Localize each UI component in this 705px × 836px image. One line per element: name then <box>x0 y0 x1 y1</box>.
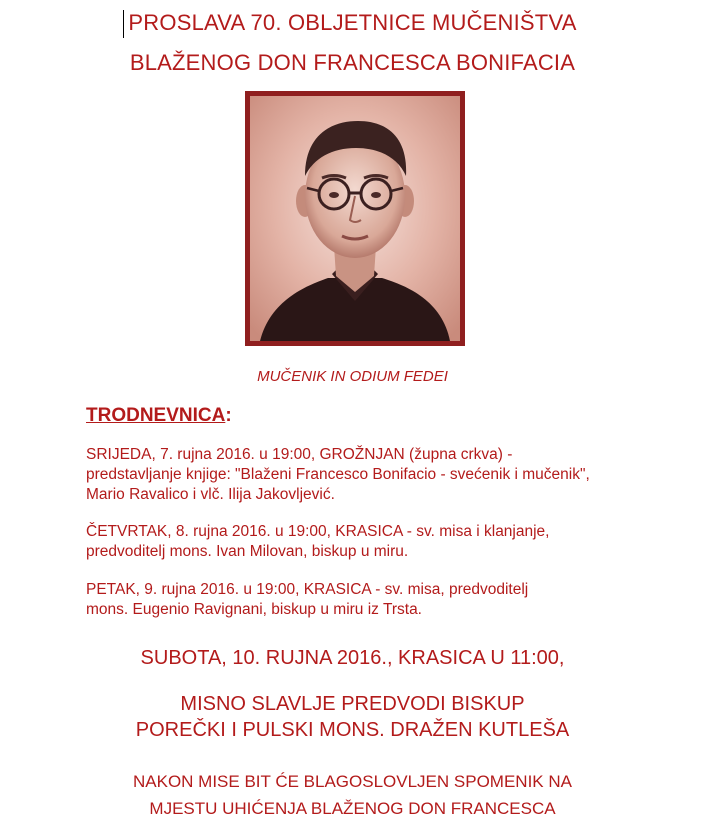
title-line-1: PROSLAVA 70. OBLJETNICE MUČENIŠTVA <box>128 10 577 35</box>
entry-line: mons. Eugenio Ravignani, biskup u miru iz Trsta. <box>86 601 422 618</box>
portrait-caption: MUČENIK IN ODIUM FEDEI <box>257 368 448 385</box>
triduum-heading-colon: : <box>225 405 232 426</box>
entry-line: predstavljanje knjige: "Blaženi Francesco Bonifacio - svećenik i mučenik", <box>86 466 590 483</box>
text-cursor <box>123 10 124 38</box>
entry-line: PETAK, 9. rujna 2016. u 19:00, KRASICA - sv. misa, predvoditelj <box>86 581 529 598</box>
portrait-frame <box>245 91 465 346</box>
entry-line: Mario Ravalico i vlč. Ilija Jakovljević. <box>86 486 335 503</box>
title-line-2: BLAŽENOG DON FRANCESCA BONIFACIA <box>129 50 576 75</box>
mass-line-1: MISNO SLAVLJE PREDVODI BISKUP <box>180 693 525 715</box>
entry-line: SRIJEDA, 7. rujna 2016. u 19:00, GROŽNJAN (župna crkva) - <box>86 446 513 463</box>
priest-portrait-photo <box>250 96 460 341</box>
entry-line: predvoditelj mons. Ivan Milovan, biskup u miru. <box>86 543 409 560</box>
saturday-announcement: SUBOTA, 10. RUJNA 2016., KRASICA U 11:00, <box>140 647 565 669</box>
triduum-heading <box>86 405 232 427</box>
blessing-line-2: MJESTU UHIĆENJA BLAŽENOG DON FRANCESCA <box>149 799 556 818</box>
triduum-heading-text: TRODNEVNICA <box>86 405 226 426</box>
blessing-line-1: NAKON MISE BIT ĆE BLAGOSLOVLJEN SPOMENIK NA <box>133 772 572 791</box>
mass-line-2: POREČKI I PULSKI MONS. DRAŽEN KUTLEŠA <box>135 719 570 741</box>
triduum-entry-thursday <box>86 522 666 562</box>
entry-line: ČETVRTAK, 8. rujna 2016. u 19:00, KRASICA - sv. misa i klanjanje, <box>86 523 550 540</box>
triduum-entry-friday <box>86 580 666 620</box>
triduum-entry-wednesday <box>86 445 666 505</box>
